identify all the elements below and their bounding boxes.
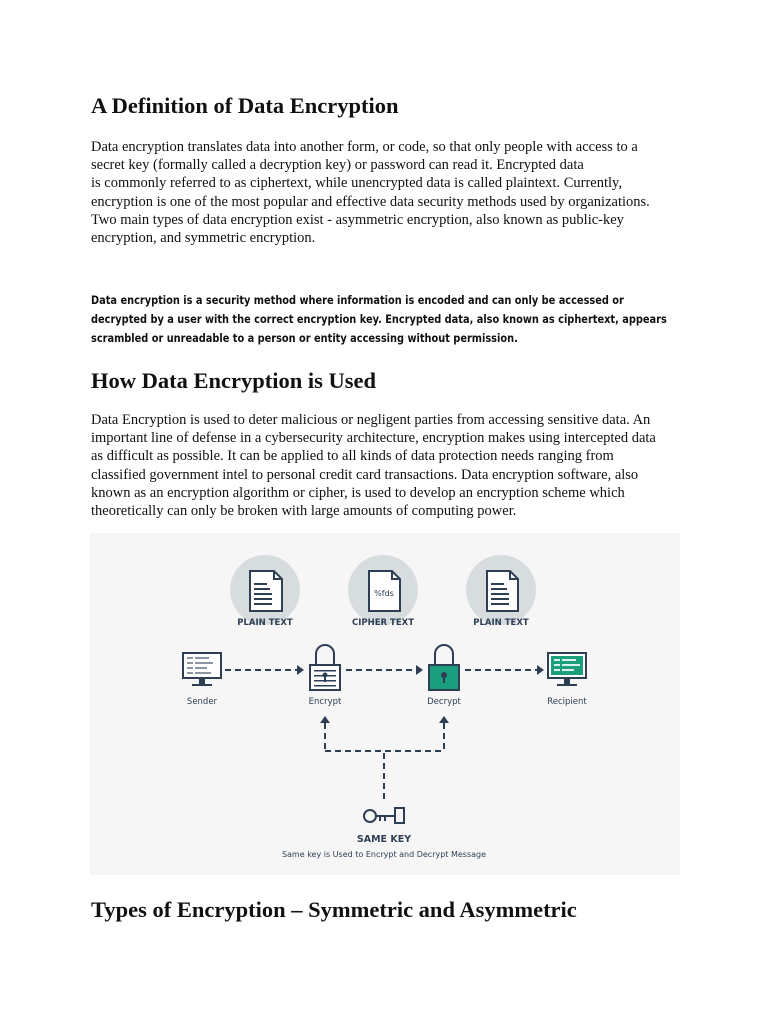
paragraph-line: encryption is one of the most popular and effective data security methods used by organizations.	[91, 193, 650, 210]
callout-definition	[91, 291, 667, 348]
same-key-caption: Same key is Used to Encrypt and Decrypt Message	[281, 850, 487, 859]
heading-how-used: How Data Encryption is Used	[91, 368, 377, 393]
heading-definition: A Definition of Data Encryption	[91, 93, 399, 118]
encryption-diagram	[90, 533, 680, 875]
plain-text-doc-icon	[230, 555, 300, 625]
sender-label: Sender	[186, 697, 218, 707]
paragraph-line: Data encryption translates data into another form, or code, so that only people with access to a	[91, 139, 638, 155]
paragraph-line: Two main types of data encryption exist - asymmetric encryption, also known as public-key	[91, 211, 624, 228]
decrypt-label: Decrypt	[427, 697, 461, 707]
paragraph-line: secret key (formally called a decryption key) or password can read it. Encrypted data	[91, 157, 584, 174]
cipher-glyph: %fds	[374, 589, 394, 598]
callout-line: Data encryption is a security method where information is encoded and can only be accessed or	[91, 293, 624, 307]
paragraph-definition	[91, 138, 650, 247]
paragraph-line: known as an encryption algorithm or cipher, is used to develop an encryption scheme which	[91, 484, 625, 501]
callout-line: decrypted by a user with the correct encryption key. Encrypted data, also known as ciphertext, appears	[91, 312, 667, 326]
paragraph-line: encryption, and symmetric encryption.	[91, 230, 316, 247]
plain-text-label-2: PLAIN TEXT	[473, 618, 529, 628]
paragraph-line: as difficult as possible. It can be applied to all kinds of data protection needs ranging from	[91, 448, 614, 465]
paragraph-line: important line of defense in a cybersecurity architecture, encryption makes using intercepted data	[91, 430, 656, 447]
plain-text-label-1: PLAIN TEXT	[237, 618, 293, 628]
paragraph-line: theoretically can only be broken with large amounts of computing power.	[91, 503, 517, 520]
callout-line: scrambled or unreadable to a person or entity accessing without permission.	[91, 331, 518, 345]
encrypt-label: Encrypt	[308, 697, 342, 707]
paragraph-line: is commonly referred to as ciphertext, while unencrypted data is called plaintext. Currently,	[91, 175, 622, 192]
recipient-label: Recipient	[547, 697, 587, 707]
paragraph-how-used	[91, 411, 656, 520]
plain-text-doc-icon	[466, 555, 536, 625]
heading-types: Types of Encryption – Symmetric and Asymmetric	[91, 897, 577, 922]
paragraph-line: classified government intel to personal credit card transactions. Data encryption software, also	[91, 466, 639, 483]
cipher-text-label: CIPHER TEXT	[351, 618, 415, 628]
paragraph-line: Data Encryption is used to deter malicious or negligent parties from accessing sensitive data. An	[91, 412, 651, 428]
same-key-title: SAME KEY	[356, 834, 412, 845]
